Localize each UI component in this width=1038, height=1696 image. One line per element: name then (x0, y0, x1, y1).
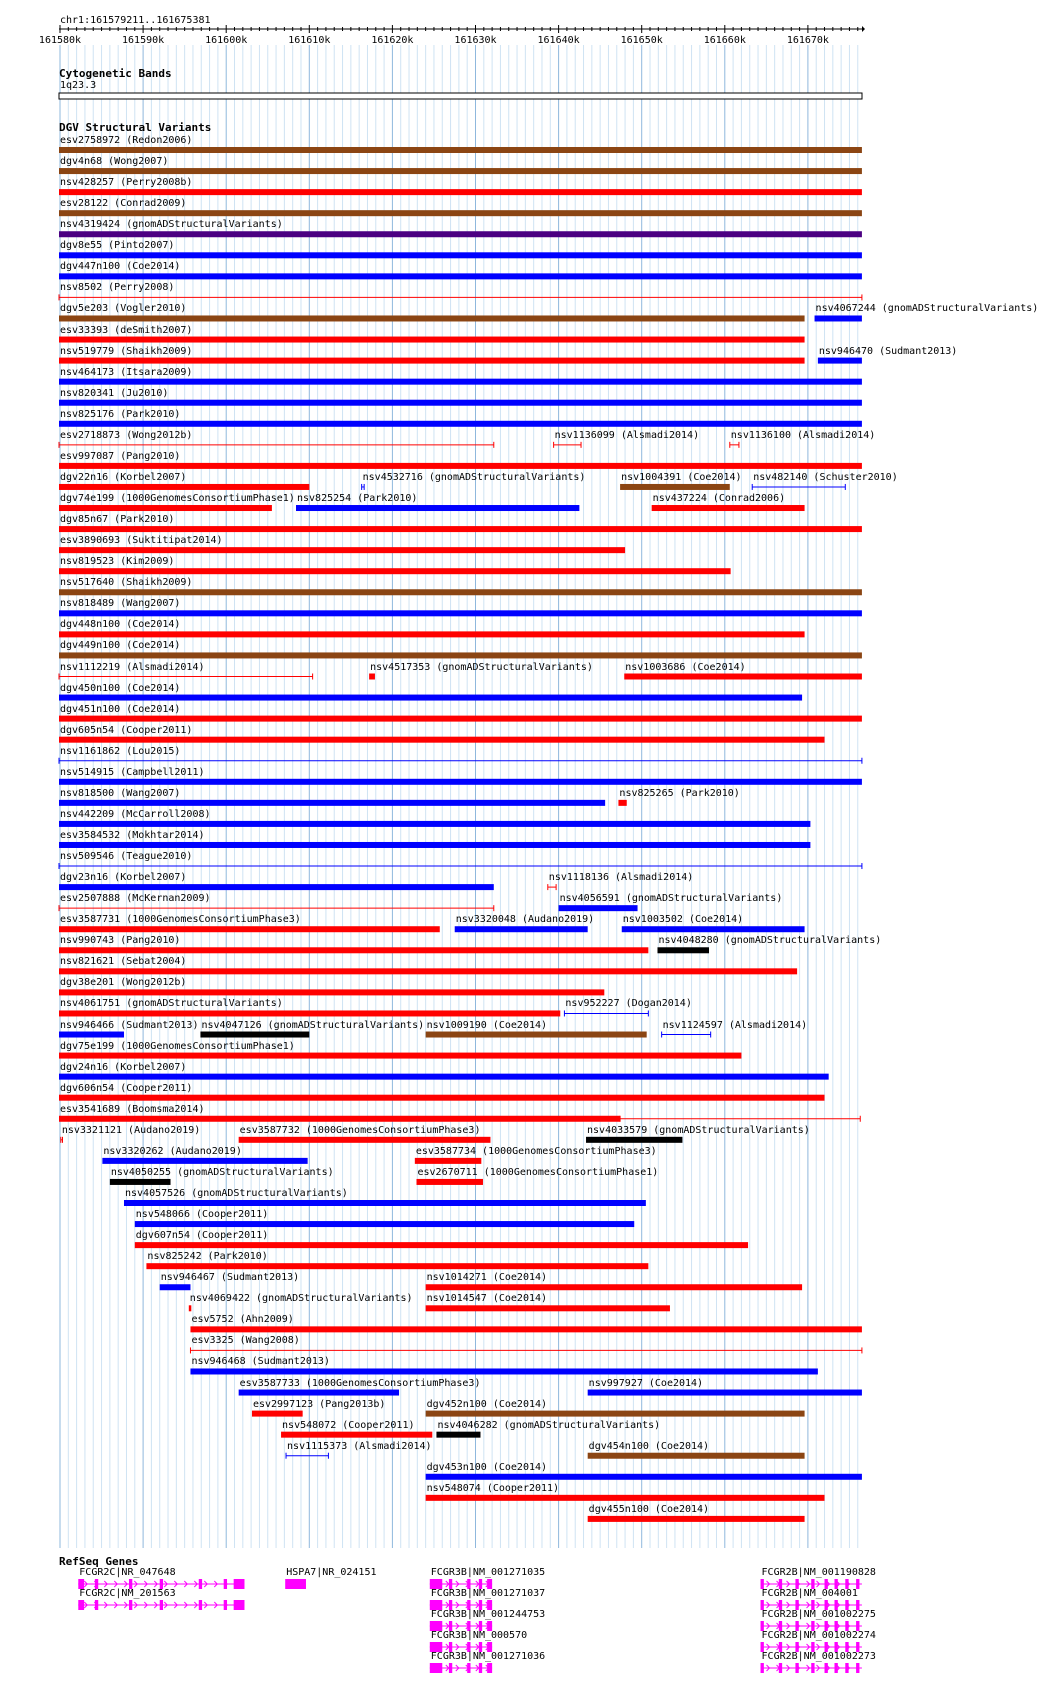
dgv-feature-label[interactable]: esv3587731 (1000GenomesConsortiumPhase3) (60, 914, 301, 926)
dgv-feature-label[interactable]: esv997087 (Pang2010) (60, 450, 181, 462)
dgv-feature-label[interactable]: esv3890693 (Suktitipat2014) (60, 535, 223, 547)
dgv-feature-bar (59, 842, 810, 848)
gene-exon (234, 1600, 245, 1610)
dgv-feature-label[interactable]: esv3325 (Wang2008) (191, 1335, 300, 1347)
ruler-tick-label: 161650k (620, 35, 663, 46)
dgv-feature-label[interactable]: nsv4532716 (gnomADStructuralVariants) (362, 471, 586, 483)
dgv-feature-label[interactable]: dgv24n16 (Korbel2007) (60, 1061, 187, 1073)
dgv-feature-label[interactable]: esv33393 (deSmith2007) (60, 324, 193, 336)
dgv-feature-label[interactable]: nsv825176 (Park2010) (60, 408, 181, 420)
dgv-feature-label[interactable]: dgv38e201 (Wong2012b) (60, 977, 187, 989)
dgv-feature-bar (124, 1200, 646, 1206)
dgv-feature-label[interactable]: nsv482140 (Schuster2010) (753, 471, 898, 483)
dgv-feature-bar (369, 674, 375, 680)
gene-exon (430, 1663, 442, 1673)
dgv-feature-bar (426, 1305, 670, 1311)
dgv-track-title: DGV Structural Variants (59, 121, 212, 134)
dgv-feature-label[interactable]: dgv75e199 (1000GenomesConsortiumPhase1) (60, 1040, 295, 1052)
dgv-feature-label[interactable]: dgv451n100 (Coe2014) (60, 703, 181, 715)
dgv-feature-label[interactable]: nsv1118136 (Alsmadi2014) (548, 872, 694, 884)
dgv-feature-bar (426, 1411, 805, 1417)
gene-exon (487, 1663, 492, 1673)
gene-exon (95, 1600, 98, 1610)
dgv-feature-bar (59, 821, 810, 827)
dgv-feature-label[interactable]: nsv997927 (Coe2014) (588, 1377, 704, 1389)
dgv-feature-bar (59, 147, 862, 153)
dgv-feature-bar (426, 1032, 647, 1038)
dgv-feature-label[interactable]: nsv4061751 (gnomADStructuralVariants) (60, 998, 283, 1010)
gene-label[interactable]: HSPA7|NR_024151 (286, 1567, 377, 1578)
dgv-feature-label[interactable]: nsv1124597 (Alsmadi2014) (662, 1019, 808, 1031)
dgv-feature-bar (455, 926, 588, 932)
dgv-feature-bar (59, 884, 494, 890)
gene-exon (467, 1663, 470, 1673)
dgv-feature-label[interactable]: nsv1161862 (Lou2015) (60, 745, 181, 757)
dgv-feature-label[interactable]: esv2507888 (McKernan2009) (60, 893, 211, 905)
dgv-feature-label[interactable]: dgv447n100 (Coe2014) (60, 261, 181, 273)
dgv-feature-label[interactable]: nsv517640 (Shaikh2009) (60, 577, 193, 589)
dgv-feature-bar (624, 674, 862, 680)
ruler-tick-label: 161670k (786, 35, 829, 46)
dgv-feature-label[interactable]: nsv509546 (Teague2010) (60, 851, 193, 863)
dgv-feature-label[interactable]: nsv1003502 (Coe2014) (622, 914, 744, 926)
dgv-feature-label[interactable]: dgv453n100 (Coe2014) (426, 1461, 548, 1473)
dgv-feature-label[interactable]: dgv452n100 (Coe2014) (426, 1398, 548, 1410)
dgv-feature-bar (559, 905, 638, 911)
dgv-feature-label[interactable]: nsv946468 (Sudmant2013) (191, 1356, 330, 1368)
dgv-feature-bar (59, 484, 309, 490)
dgv-feature-bar (59, 210, 862, 216)
dgv-feature-label[interactable]: nsv946466 (Sudmant2013) (60, 1019, 199, 1031)
dgv-feature-bar (200, 1032, 309, 1038)
dgv-feature-label[interactable]: dgv74e199 (1000GenomesConsortiumPhase1) (60, 493, 295, 505)
gene-exon (224, 1579, 227, 1589)
gene-exon (845, 1663, 848, 1673)
ruler-tick-label: 161580k (38, 35, 82, 46)
dgv-feature-bar (59, 1053, 741, 1059)
gene-exon (199, 1600, 202, 1610)
dgv-feature-label[interactable]: nsv818500 (Wang2007) (60, 787, 181, 799)
dgv-feature-label[interactable]: dgv605n54 (Cooper2011) (60, 724, 193, 736)
gene-label[interactable]: FCGR2B|NM_001002275 (761, 1609, 876, 1620)
dgv-feature-label[interactable]: esv2670711 (1000GenomesConsortiumPhase1) (417, 1166, 659, 1178)
dgv-feature-bar (59, 421, 862, 427)
gene-label[interactable]: FCGR3B|NM_000570 (430, 1630, 528, 1641)
dgv-feature-label[interactable]: nsv1112219 (Alsmadi2014) (60, 661, 205, 673)
dgv-feature-bar (59, 631, 805, 637)
gene-exon (811, 1663, 814, 1673)
gene-label[interactable]: FCGR2C|NM_201563 (79, 1588, 176, 1599)
dgv-feature-label[interactable]: nsv4048280 (gnomADStructuralVariants) (658, 935, 882, 947)
dgv-feature-label[interactable]: nsv820341 (Ju2010) (60, 387, 169, 399)
gene-exon (795, 1663, 798, 1673)
gene-label[interactable]: FCGR2B|NM_001002274 (761, 1630, 876, 1641)
dgv-feature-bar (59, 800, 605, 806)
dgv-feature-bar (652, 505, 805, 511)
dgv-feature-bar (59, 695, 802, 701)
dgv-feature-label[interactable]: nsv825242 (Park2010) (147, 1251, 268, 1263)
ruler-tick-label: 161610k (288, 35, 331, 46)
dgv-feature-label[interactable]: dgv448n100 (Coe2014) (60, 619, 181, 631)
dgv-feature-bar (146, 1263, 648, 1269)
dgv-feature-label[interactable]: nsv428257 (Perry2008b) (60, 177, 193, 189)
refseq-genes-title: RefSeq Genes (59, 1555, 139, 1568)
dgv-feature-bar (818, 358, 862, 364)
dgv-feature-label[interactable]: esv5752 (Ahn2009) (191, 1314, 294, 1326)
dgv-feature-label[interactable]: nsv548074 (Cooper2011) (426, 1482, 560, 1494)
dgv-feature-label[interactable]: esv3584532 (Mokhtar2014) (60, 829, 205, 841)
dgv-feature-bar (102, 1158, 307, 1164)
dgv-feature-label[interactable]: nsv4046282 (gnomADStructuralVariants) (437, 1419, 661, 1431)
dgv-feature-label[interactable]: dgv454n100 (Coe2014) (588, 1440, 710, 1452)
ruler-tick-label: 161620k (371, 35, 414, 46)
dgv-feature-label[interactable]: nsv1014547 (Coe2014) (426, 1293, 548, 1305)
gene-exon (285, 1579, 306, 1589)
dgv-feature-label[interactable]: nsv437224 (Conrad2006) (652, 493, 786, 505)
dgv-feature-bar (59, 315, 805, 321)
dgv-feature-bar (59, 231, 862, 237)
dgv-feature-label[interactable]: nsv4069422 (gnomADStructuralVariants) (189, 1293, 413, 1305)
dgv-feature-label[interactable]: nsv4050255 (gnomADStructuralVariants) (110, 1166, 334, 1178)
dgv-feature-bar (620, 484, 730, 490)
dgv-feature-label[interactable]: nsv548066 (Cooper2011) (135, 1209, 269, 1221)
ruler-tick-label: 161590k (122, 35, 165, 46)
dgv-feature-bar (190, 1326, 861, 1332)
dgv-feature-label[interactable]: esv3541689 (Boomsma2014) (60, 1103, 205, 1115)
dgv-feature-bar (59, 947, 648, 953)
dgv-feature-label[interactable]: nsv1003686 (Coe2014) (625, 661, 746, 673)
dgv-feature-bar (189, 1305, 191, 1311)
dgv-feature-label[interactable]: nsv4517353 (gnomADStructuralVariants) (370, 661, 593, 673)
dgv-feature-bar (415, 1158, 481, 1164)
dgv-feature-bar (59, 168, 862, 174)
dgv-feature-bar (59, 926, 440, 932)
dgv-feature-label[interactable]: esv28122 (Conrad2009) (60, 198, 187, 210)
dgv-feature-bar (190, 1368, 817, 1374)
dgv-feature-label[interactable]: nsv818489 (Wang2007) (60, 598, 181, 610)
gene-label[interactable]: FCGR3B|NM_001271035 (430, 1567, 546, 1578)
dgv-feature-label[interactable]: nsv946467 (Sudmant2013) (160, 1272, 300, 1284)
dgv-feature-label[interactable]: nsv1136099 (Alsmadi2014) (554, 429, 700, 441)
gene-exon (449, 1663, 452, 1673)
gene-exon (479, 1663, 482, 1673)
dgv-feature-label[interactable]: nsv952227 (Dogan2014) (565, 998, 692, 1010)
dgv-feature-bar (426, 1495, 825, 1501)
dgv-feature-bar (59, 1032, 124, 1038)
dgv-feature-bar (281, 1432, 432, 1438)
gene-exon (234, 1579, 245, 1589)
dgv-feature-bar (135, 1221, 634, 1227)
dgv-feature-bar (59, 779, 862, 785)
dgv-feature-label[interactable]: dgv22n16 (Korbel2007) (60, 471, 187, 483)
dgv-feature-bar (59, 1095, 825, 1101)
gene-exon (825, 1663, 828, 1673)
dgv-feature-label[interactable]: nsv3321121 (Audano2019) (61, 1124, 201, 1136)
dgv-feature-bar (426, 1474, 862, 1480)
dgv-feature-label[interactable]: nsv442209 (McCarroll2008) (60, 808, 211, 820)
dgv-feature-label[interactable]: dgv8e55 (Pinto2007) (60, 240, 175, 252)
dgv-feature-label[interactable]: nsv825254 (Park2010) (297, 493, 418, 505)
dgv-feature-label[interactable]: dgv455n100 (Coe2014) (588, 1503, 710, 1515)
dgv-feature-label[interactable]: nsv4057526 (gnomADStructuralVariants) (124, 1188, 348, 1199)
gene-label[interactable]: FCGR2B|NM_001190828 (761, 1567, 876, 1578)
dgv-feature-bar (416, 1179, 482, 1185)
dgv-feature-bar (59, 252, 862, 258)
dgv-feature-label[interactable]: esv2718873 (Wong2012b) (60, 429, 193, 441)
gene-label[interactable]: FCGR3B|NM_001271036 (430, 1651, 546, 1662)
dgv-feature-label[interactable]: nsv519779 (Shaikh2009) (60, 345, 193, 357)
ruler-tick-label: 161660k (703, 35, 746, 46)
dgv-feature-bar (622, 926, 805, 932)
gene-label[interactable]: FCGR3B|NM_001271037 (430, 1588, 546, 1599)
dgv-feature-bar (588, 1516, 805, 1522)
dgv-feature-bar (59, 989, 604, 995)
ruler-arrow-icon (862, 26, 865, 32)
dgv-feature-label[interactable]: dgv450n100 (Coe2014) (60, 682, 181, 694)
gene-label[interactable]: FCGR2B|NM_004001 (761, 1588, 858, 1599)
dgv-feature-bar (436, 1432, 480, 1438)
dgv-feature-label[interactable]: nsv4033579 (gnomADStructuralVariants) (587, 1124, 810, 1136)
dgv-feature-bar (239, 1137, 491, 1143)
dgv-feature-bar (59, 716, 862, 722)
dgv-feature-label[interactable]: nsv548072 (Cooper2011) (282, 1419, 415, 1431)
dgv-feature-label[interactable]: dgv449n100 (Coe2014) (60, 640, 181, 652)
dgv-feature-label[interactable]: nsv4319424 (gnomADStructuralVariants) (60, 219, 283, 231)
gene-exon (834, 1663, 837, 1673)
dgv-feature-label[interactable]: dgv85n67 (Park2010) (60, 514, 175, 526)
dgv-feature-bar (296, 505, 579, 511)
dgv-feature-label[interactable]: nsv3320262 (Audano2019) (103, 1145, 242, 1157)
dgv-feature-label[interactable]: nsv1014271 (Coe2014) (426, 1272, 548, 1284)
dgv-feature-label[interactable]: esv3587733 (1000GenomesConsortiumPhase3) (239, 1377, 481, 1389)
dgv-feature-bar (815, 315, 862, 321)
ruler-tick-label: 161600k (205, 35, 248, 46)
dgv-feature-label[interactable]: nsv1136100 (Alsmadi2014) (730, 429, 876, 441)
gene-exon (129, 1600, 132, 1610)
dgv-feature-label[interactable]: nsv514915 (Campbell2011) (60, 766, 205, 778)
cytoband-bar (59, 93, 862, 99)
dgv-feature-label[interactable]: nsv3320048 (Audano2019) (455, 914, 595, 926)
dgv-feature-label[interactable]: esv2997123 (Pang2013b) (252, 1398, 386, 1410)
dgv-feature-label[interactable]: dgv607n54 (Cooper2011) (135, 1230, 269, 1242)
dgv-feature-bar (59, 652, 862, 658)
dgv-feature-bar (59, 526, 862, 532)
dgv-feature-bar (657, 947, 709, 953)
dgv-feature-label[interactable]: nsv1004391 (Coe2014) (621, 471, 742, 483)
dgv-feature-label[interactable]: dgv5e203 (Vogler2010) (60, 303, 187, 315)
ruler-tick-label: 161640k (537, 35, 580, 46)
dgv-feature-bar (59, 358, 805, 364)
dgv-feature-label[interactable]: nsv8502 (Perry2008) (60, 282, 175, 294)
dgv-feature-bar (59, 568, 731, 574)
dgv-feature-label[interactable]: nsv4056591 (gnomADStructuralVariants) (559, 893, 783, 905)
gene-exon (160, 1600, 163, 1610)
dgv-feature-label[interactable]: esv3587732 (1000GenomesConsortiumPhase3) (239, 1124, 481, 1136)
dgv-feature-label[interactable]: nsv990743 (Pang2010) (60, 935, 181, 947)
dgv-feature-bar (160, 1284, 191, 1290)
dgv-feature-bar (252, 1411, 303, 1417)
dgv-feature-bar (59, 589, 862, 595)
dgv-feature-bar (239, 1390, 399, 1396)
dgv-feature-label[interactable]: nsv1009190 (Coe2014) (426, 1019, 548, 1031)
dgv-feature-bar (59, 968, 797, 974)
dgv-feature-bar (135, 1242, 748, 1248)
gene-exon (761, 1663, 764, 1673)
gene-label[interactable]: FCGR2B|NM_001002273 (761, 1651, 876, 1662)
dgv-feature-label[interactable]: nsv464173 (Itsara2009) (60, 366, 193, 378)
gene-label[interactable]: FCGR3B|NM_001244753 (430, 1609, 546, 1620)
dgv-feature-label[interactable]: nsv4047126 (gnomADStructuralVariants) (201, 1019, 425, 1031)
ruler-region-label: chr1:161579211..161675381 (60, 15, 211, 26)
cytoband-name: 1q23.3 (60, 80, 97, 91)
dgv-feature-bar (59, 1116, 620, 1122)
dgv-feature-bar (59, 1074, 829, 1080)
gene-exon (199, 1579, 202, 1589)
dgv-feature-label[interactable]: nsv819523 (Kim2009) (60, 556, 175, 568)
dgv-feature-bar (59, 547, 625, 553)
dgv-feature-label[interactable]: nsv946470 (Sudmant2013) (818, 345, 958, 357)
gene-exon (779, 1663, 782, 1673)
gene-exon (856, 1663, 859, 1673)
dgv-feature-bar (588, 1453, 805, 1459)
dgv-feature-label[interactable]: nsv825265 (Park2010) (619, 787, 740, 799)
dgv-feature-bar (588, 1390, 862, 1396)
dgv-feature-bar (59, 273, 862, 279)
dgv-feature-bar (586, 1137, 682, 1143)
ruler-tick-label: 161630k (454, 35, 497, 46)
dgv-feature-bar (59, 610, 862, 616)
dgv-feature-label[interactable]: nsv821621 (Sebat2004) (60, 956, 187, 968)
gene-exon (224, 1600, 227, 1610)
dgv-feature-label[interactable]: dgv606n54 (Cooper2011) (60, 1082, 193, 1094)
gene-exon (78, 1600, 84, 1610)
dgv-feature-bar (59, 737, 825, 743)
dgv-feature-bar (110, 1179, 171, 1185)
dgv-feature-label[interactable]: nsv4067244 (gnomADStructuralVariants) (815, 303, 1038, 315)
dgv-feature-label[interactable]: esv2758972 (Redon2006) (60, 135, 193, 146)
dgv-feature-bar (59, 463, 862, 469)
dgv-feature-bar (59, 1010, 560, 1016)
dgv-feature-bar (59, 189, 862, 195)
dgv-feature-bar (618, 800, 626, 806)
dgv-feature-bar (59, 505, 272, 511)
cytogenetic-bands-title: Cytogenetic Bands (59, 67, 172, 80)
gene-label[interactable]: FCGR2C|NR_047648 (79, 1567, 176, 1578)
dgv-feature-label[interactable]: esv3587734 (1000GenomesConsortiumPhase3) (415, 1145, 657, 1157)
dgv-feature-bar (426, 1284, 802, 1290)
dgv-feature-label[interactable]: dgv23n16 (Korbel2007) (60, 872, 187, 884)
dgv-feature-label[interactable]: dgv4n68 (Wong2007) (60, 156, 169, 168)
dgv-feature-label[interactable]: nsv1115373 (Alsmadi2014) (287, 1440, 432, 1452)
dgv-feature-bar (59, 400, 862, 406)
dgv-feature-bar (59, 379, 862, 385)
dgv-feature-bar (59, 337, 805, 343)
